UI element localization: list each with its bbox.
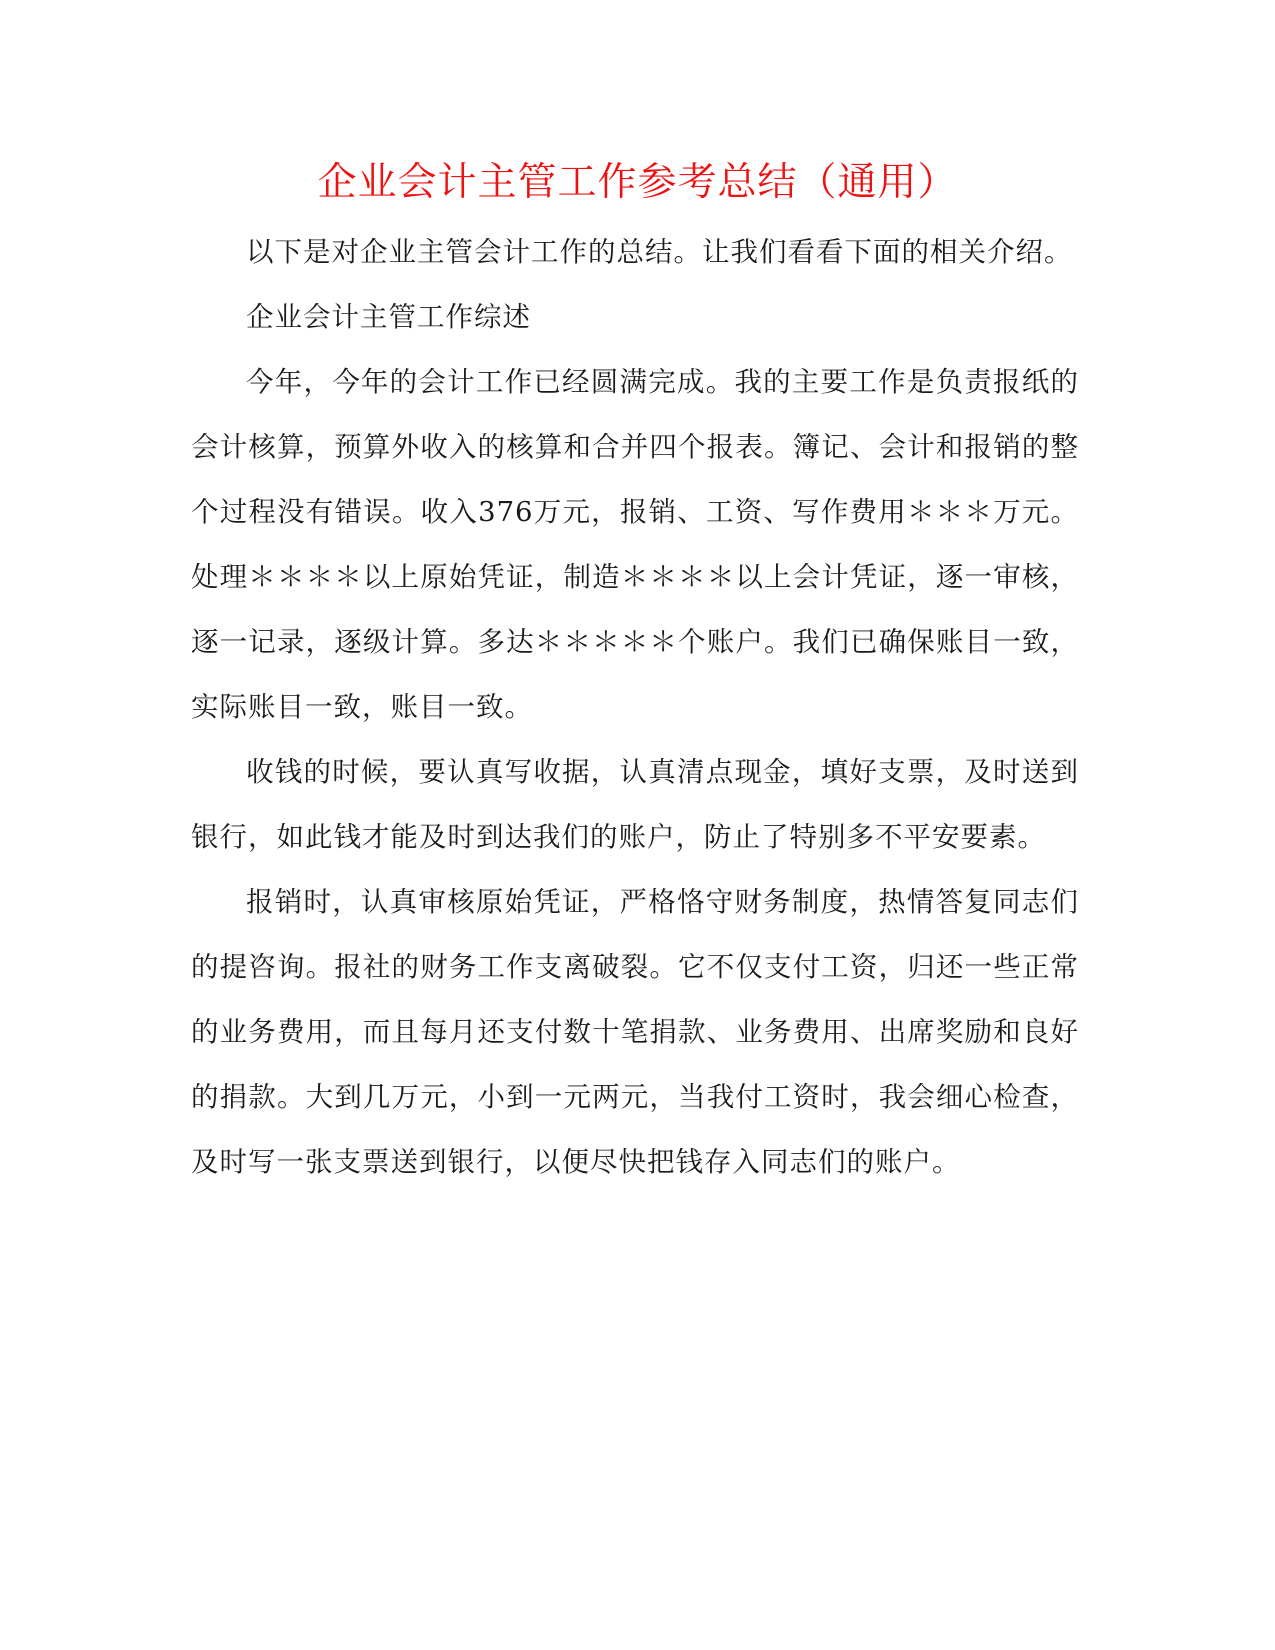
document-body	[191, 220, 1079, 1195]
section-heading: 企业会计主管工作综述	[246, 301, 531, 333]
paragraph-collecting-money: 收钱的时候，要认真写收据，认真清点现金，填好支票，及时送到银行，如此钱才能及时到达我们的账户，防止了特别多不平安要素。	[191, 756, 1079, 853]
paragraph-reimbursement: 报销时，认真审核原始凭证，严格恪守财务制度，热情答复同志们的提咨询。报社的财务工作支离破裂。它不仅支付工资，归还一些正常的业务费用，而且每月还支付数十笔捐款、业务费用、出席奖励和良好的捐款。大到几万元，小到一元两元，当我付工资时，我会细心检查，及时写一张支票送到银行，以便尽快把钱存入同志们的账户。	[191, 886, 1079, 1178]
document-title: 企业会计主管工作参考总结（通用）	[317, 160, 958, 205]
paragraph-annual-work: 今年，今年的会计工作已经圆满完成。我的主要工作是负责报纸的会计核算，预算外收入的核算和合并四个报表。簿记、会计和报销的整个过程没有错误。收入376万元，报销、工资、写作费用＊＊＊万元。处理＊＊＊＊以上原始凭证，制造＊＊＊＊以上会计凭证，逐一审核，逐一记录，逐级计算。多达＊＊＊＊＊个账户。我们已确保账目一致，实际账目一致，账目一致。	[191, 366, 1079, 723]
paragraph-intro: 以下是对企业主管会计工作的总结。让我们看看下面的相关介绍。	[246, 236, 1073, 268]
